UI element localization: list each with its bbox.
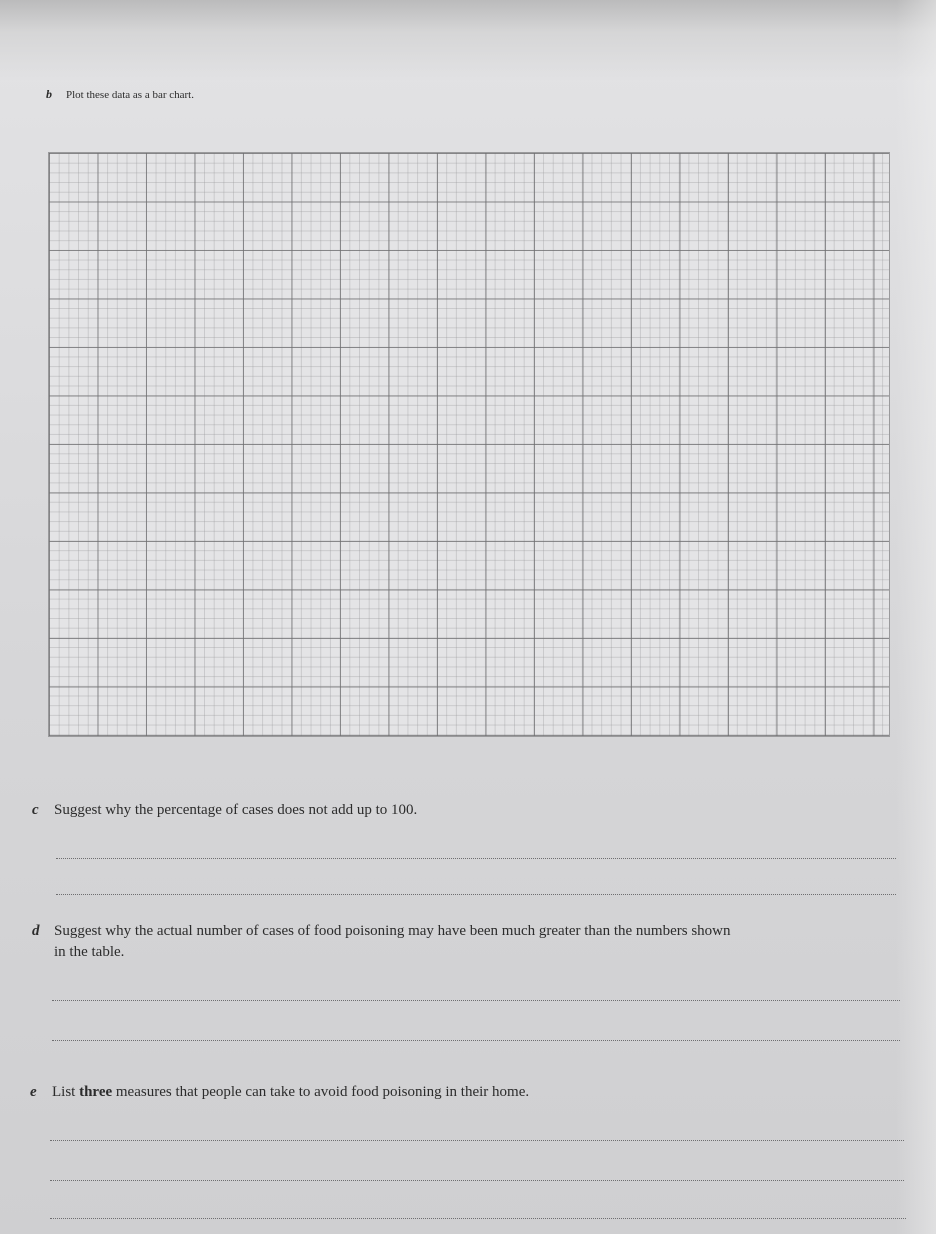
answer-line-e-2[interactable] xyxy=(50,1180,904,1181)
answer-line-d-1[interactable] xyxy=(52,1000,900,1001)
answer-line-c-1[interactable] xyxy=(56,858,896,859)
page-edge xyxy=(896,0,936,1234)
question-d xyxy=(32,921,892,963)
answer-line-d-2[interactable] xyxy=(52,1040,900,1041)
question-e xyxy=(30,1082,529,1103)
question-c-text: Suggest why the percentage of cases does not add up to 100. xyxy=(54,802,418,818)
question-d-text-line2: in the table. xyxy=(54,944,125,960)
question-d-letter: d xyxy=(32,923,40,939)
answer-line-c-2[interactable] xyxy=(56,894,896,895)
question-e-letter: e xyxy=(30,1084,37,1100)
question-c-letter: c xyxy=(32,802,39,818)
question-c xyxy=(32,800,417,821)
question-e-text-bold: three xyxy=(79,1084,113,1100)
question-b xyxy=(46,86,194,103)
answer-line-e-1[interactable] xyxy=(50,1140,904,1141)
graph-paper-grid[interactable] xyxy=(48,152,890,737)
question-b-letter: b xyxy=(46,87,52,101)
answer-line-e-3[interactable] xyxy=(50,1218,906,1219)
page-shadow xyxy=(0,0,936,80)
question-e-text-before: List xyxy=(52,1084,80,1100)
question-d-text-line1: Suggest why the actual number of cases of food poisoning may have been much greater than the numbers shown xyxy=(54,923,731,939)
question-e-text-after: measures that people can take to avoid food poisoning in their home. xyxy=(112,1084,530,1100)
question-b-text: Plot these data as a bar chart. xyxy=(66,89,194,101)
